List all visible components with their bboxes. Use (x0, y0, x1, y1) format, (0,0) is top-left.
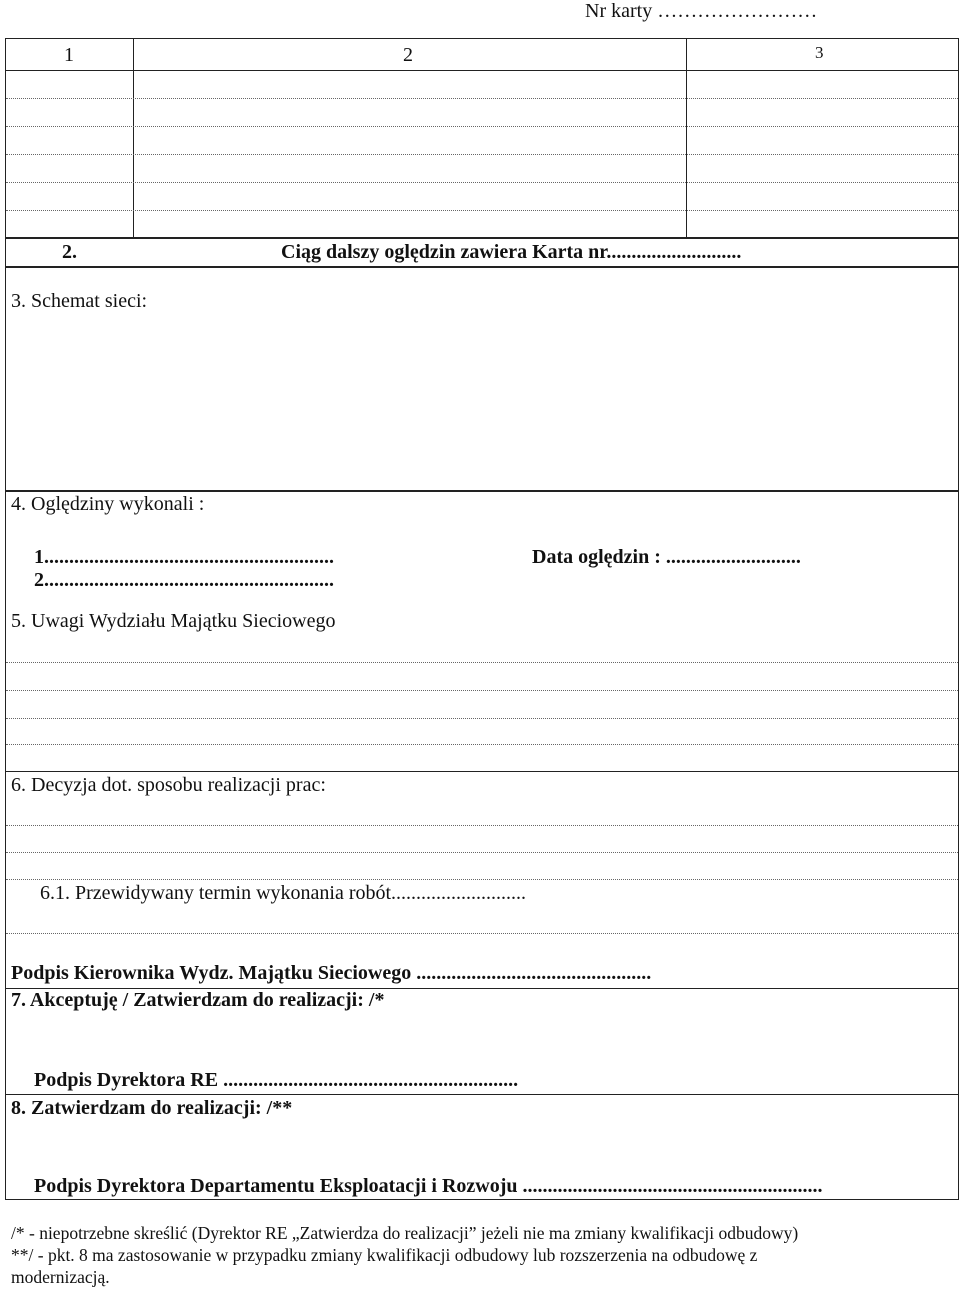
table-col-divider-1 (133, 38, 134, 238)
deadline-field: 6.1. Przewidywany termin wykonania robót........................... (40, 882, 527, 904)
table-row-line (6, 126, 958, 127)
section-3-network-schema (5, 267, 959, 491)
table-col1-header: 1 (64, 44, 74, 66)
card-number-label: Nr karty …………………… (585, 0, 818, 22)
inspection-date-field: Data oględzin : ........................... (532, 546, 801, 568)
inspection-table (5, 38, 959, 238)
table-col-divider-2 (686, 38, 687, 238)
table-row-line (6, 210, 958, 211)
table-row-line (6, 98, 958, 99)
section-7-divider (5, 1094, 959, 1095)
department-director-signature: Podpis Dyrektora Departamentu Eksploatacji i Rozwoju ............................................................ (34, 1175, 823, 1197)
network-manager-signature: Podpis Kierownika Wydz. Majątku Sieciowego ............................................... (11, 962, 652, 984)
decision-line (6, 933, 958, 934)
section-4-title: 4. Oględziny wykonali : (11, 493, 205, 515)
section-8-title: 8. Zatwierdzam do realizacji: /** (11, 1097, 293, 1119)
remarks-line (6, 718, 958, 719)
section-5-divider (5, 771, 959, 772)
inspector-1-field: 1.......................................................... (34, 546, 334, 568)
section-3-title: 3. Schemat sieci: (11, 290, 148, 312)
decision-line (6, 852, 958, 853)
remarks-line (6, 662, 958, 663)
decision-line (6, 825, 958, 826)
re-director-signature: Podpis Dyrektora RE ........................................................... (34, 1069, 519, 1091)
section-5-title: 5. Uwagi Wydziału Majątku Sieciowego (11, 610, 336, 632)
section-2-continuation: Ciąg dalszy oględzin zawiera Karta nr........................... (281, 241, 742, 263)
table-row-line (6, 154, 958, 155)
decision-line (6, 879, 958, 880)
table-col2-header: 2 (403, 44, 413, 66)
remarks-line (6, 690, 958, 691)
footnote-2-continued: modernizacją. (11, 1267, 110, 1287)
footnote-2: **/ - pkt. 8 ma zastosowanie w przypadku zmiany kwalifikacji odbudowy lub rozszerzenia na odbudowę z (11, 1245, 758, 1265)
inspector-2-field: 2.......................................................... (34, 569, 334, 591)
section-7-title: 7. Akceptuję / Zatwierdzam do realizacji: /* (11, 989, 385, 1011)
remarks-line (6, 744, 958, 745)
section-6-title: 6. Decyzja dot. sposobu realizacji prac: (11, 774, 326, 796)
table-row-line (6, 182, 958, 183)
section-2-label: 2. (62, 241, 77, 263)
table-header-divider (5, 70, 959, 71)
footnote-1: /* - niepotrzebne skreślić (Dyrektor RE „Zatwierdza do realizacji” jeżeli nie ma zmiany kwalifikacji odbudowy) (11, 1223, 799, 1243)
table-col3-header: 3 (815, 43, 824, 62)
